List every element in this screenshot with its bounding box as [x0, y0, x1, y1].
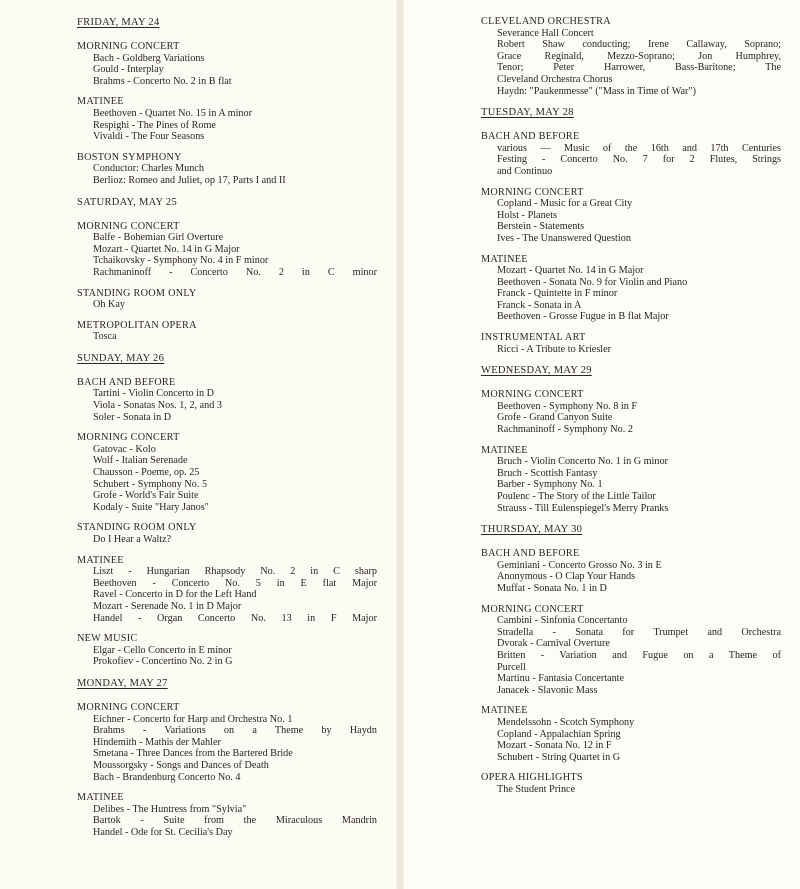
program-section: [77, 41, 377, 87]
program-section: [481, 445, 781, 515]
program-section: [77, 555, 377, 625]
program-section: [77, 96, 377, 142]
program-items: [77, 299, 377, 311]
program-section: [77, 152, 377, 187]
program-items: [77, 534, 377, 546]
program-items: [77, 804, 377, 839]
program-item: The Student Prince: [497, 783, 576, 795]
program-item: Moussorgsky - Songs and Dances of Death: [93, 759, 269, 771]
program-item: Smetana - Three Dances from the Bartered Bride: [93, 748, 293, 760]
program-item: Wolf - Italian Serenade: [93, 455, 188, 467]
program-item: Tosca: [93, 331, 117, 343]
program-items: [481, 784, 781, 796]
program-items: [481, 344, 781, 356]
program-item: Franck - Sonata in A: [497, 299, 582, 311]
program-section: [77, 792, 377, 838]
program-item: Poulenc - The Story of the Little Tailor: [497, 491, 656, 502]
program-item: Purcell: [497, 661, 526, 673]
section-title: NEW MUSIC: [77, 633, 138, 645]
program-items: [77, 232, 377, 278]
program-item: Vivaldi - The Four Seasons: [93, 131, 205, 143]
page-gutter: [396, 0, 404, 889]
program-item: Mozart - Quartet No. 14 in G Major: [497, 265, 644, 277]
program-item: Berstein - Statements: [497, 221, 585, 233]
program-item: Schubert - String Quartet in G: [497, 751, 621, 763]
program-item: Holst - Planets: [497, 209, 557, 221]
section-title: MATINEE: [77, 554, 124, 566]
program-item: Grofe - World's Fair Suite: [93, 490, 199, 502]
program-section: [481, 389, 781, 435]
program-items: [77, 444, 377, 514]
program-item: Geminiani - Concerto Grosso No. 3 in E: [497, 559, 662, 571]
program-item: Haydn: "Paukenmesse" ("Mass in Time of War"): [497, 85, 696, 97]
program-item: Rachmaninoff - Concerto No. 2 in C minor: [93, 266, 377, 278]
program-items: [481, 28, 781, 98]
program-items: [481, 143, 781, 178]
right-column: [481, 16, 781, 804]
program-section: [481, 705, 781, 763]
section-title: MORNING CONCERT: [481, 186, 584, 198]
program-items: [481, 717, 781, 763]
program-item: Elgar - Cello Concerto in E minor: [93, 644, 232, 656]
program-section: [481, 772, 781, 795]
program-items: [77, 108, 377, 143]
program-item: Grofe - Grand Canyon Suite: [497, 412, 613, 424]
program-items: [77, 53, 377, 88]
program-item: Mozart - Sonata No. 12 in F: [497, 740, 612, 752]
program-item: Cleveland Orchestra Chorus: [497, 73, 613, 85]
program-section: [77, 702, 377, 783]
program-item: Rachmaninoff - Symphony No. 2: [497, 424, 633, 436]
program-item: Severance Hall Concert: [497, 27, 594, 39]
program-item: Prokofiev - Concertino No. 2 in G: [93, 656, 233, 668]
program-section: [481, 548, 781, 594]
section-title: MORNING CONCERT: [77, 41, 180, 52]
program-item: Beethoven - Grosse Fugue in B flat Major: [497, 311, 669, 323]
program-item: Soler - Sonata in D: [93, 411, 172, 423]
program-items: [77, 645, 377, 668]
program-item: Schubert - Symphony No. 5: [93, 478, 208, 490]
section-title: MORNING CONCERT: [77, 701, 180, 713]
program-item: Tartini - Violin Concerto in D: [93, 388, 214, 400]
program-item: Hindemith - Mathis der Mahler: [93, 736, 221, 748]
day-heading-tuesday-may-28: TUESDAY, MAY 28: [481, 107, 574, 119]
program-item: Bruch - Scottish Fantasy: [497, 467, 598, 479]
program-items: [481, 401, 781, 436]
program-section: [481, 332, 781, 355]
program-item: Festing - Concerto No. 7 for 2 Flutes, Strings: [497, 154, 781, 166]
program-item: Respighi - The Pines of Rome: [93, 119, 216, 131]
section-title: BACH AND BEFORE: [481, 548, 580, 560]
program-item: Bruch - Violin Concerto No. 1 in G minor: [497, 456, 668, 468]
section-title: STANDING ROOM ONLY: [77, 287, 197, 299]
program-item: Brahms - Concerto No. 2 in B flat: [93, 75, 232, 87]
program-item: Copland - Appalachian Spring: [497, 728, 621, 740]
program-items: [481, 560, 781, 595]
program-item: Beethoven - Quartet No. 15 in A minor: [93, 107, 253, 119]
program-item: Mozart - Quartet No. 14 in G Major: [93, 243, 240, 255]
section-title: CLEVELAND ORCHESTRA: [481, 16, 611, 27]
program-item: Copland - Music for a Great City: [497, 198, 633, 210]
program-item: Brahms - Variations on a Theme by Haydn: [93, 725, 377, 737]
program-item: Grace Reginald, Mezzo-Soprano; Jon Humphrey,: [497, 50, 781, 62]
program-item: Eichner - Concerto for Harp and Orchestra No. 1: [93, 713, 293, 725]
program-item: Ives - The Unanswered Question: [497, 232, 631, 244]
program-item: and Continuo: [497, 165, 553, 177]
program-item: Handel - Organ Concerto No. 13 in F Major: [93, 612, 377, 624]
program-item: Cambini - Sinfonia Concertanto: [497, 615, 628, 627]
program-item: Handel - Ode for St. Cecilia's Day: [93, 826, 233, 838]
program-item: Martinu - Fantasia Concertante: [497, 673, 625, 685]
section-title: OPERA HIGHLIGHTS: [481, 772, 583, 784]
program-item: Balfe - Bohemian Girl Overture: [93, 232, 224, 244]
program-section: [481, 187, 781, 245]
program-item: Beethoven - Symphony No. 8 in F: [497, 400, 638, 412]
program-item: Liszt - Hungarian Rhapsody No. 2 in C sharp: [93, 566, 377, 578]
program-item: Mendelssohn - Scotch Symphony: [497, 716, 635, 728]
program-item: Chausson - Poeme, op. 25: [93, 467, 200, 479]
section-title: MATINEE: [481, 253, 528, 265]
program-item: Bach - Goldberg Variations: [93, 52, 205, 64]
section-title: BACH AND BEFORE: [77, 376, 176, 388]
program-section: [77, 377, 377, 423]
program-items: [481, 615, 781, 696]
program-item: Do I Hear a Waltz?: [93, 534, 172, 545]
program-item: Strauss - Till Eulenspiegel's Merry Pranks: [497, 502, 669, 514]
program-item: Beethoven - Sonata No. 9 for Violin and Piano: [497, 276, 688, 288]
program-item: Muffat - Sonata No. 1 in D: [497, 582, 607, 594]
program-section: [481, 604, 781, 697]
program-item: Kodaly - Suite "Hary Janos": [93, 501, 209, 513]
section-title: MATINEE: [481, 705, 528, 717]
program-section: [77, 432, 377, 513]
section-title: MATINEE: [77, 792, 124, 804]
program-item: Oh Kay: [93, 299, 125, 311]
program-section: [481, 254, 781, 324]
section-title: MORNING CONCERT: [481, 603, 584, 615]
section-title: MORNING CONCERT: [77, 220, 180, 232]
program-item: Franck - Quintette in F minor: [497, 288, 618, 300]
section-title: BACH AND BEFORE: [481, 131, 580, 143]
program-item: Tenor; Peter Harrower, Bass-Baritone; The: [497, 62, 781, 74]
program-item: various — Music of the 16th and 17th Centuries: [497, 142, 781, 154]
left-column: [77, 16, 377, 847]
program-section: [77, 522, 377, 545]
program-item: Beethoven - Concerto No. 5 in E flat Major: [93, 577, 377, 589]
section-title: MATINEE: [77, 96, 124, 108]
program-item: Tchaikovsky - Symphony No. 4 in F minor: [93, 255, 269, 267]
day-heading-wednesday-may-29: WEDNESDAY, MAY 29: [481, 365, 592, 377]
program-item: Anonymous - O Clap Your Hands: [497, 571, 636, 583]
program-item: Viola - Sonatas Nos. 1, 2, and 3: [93, 400, 222, 412]
program-item: Berlioz: Romeo and Juliet, op 17, Parts I and II: [93, 174, 286, 186]
day-heading-friday-may-24: FRIDAY, MAY 24: [77, 17, 160, 28]
program-item: Ricci - A Tribute to Kriesler: [497, 343, 612, 355]
program-section: [77, 288, 377, 311]
day-heading-monday-may-27: MONDAY, MAY 27: [77, 677, 168, 689]
program-section: [481, 16, 781, 97]
section-title: INSTRUMENTAL ART: [481, 332, 586, 344]
section-title: STANDING ROOM ONLY: [77, 522, 197, 534]
program-item: Conductor: Charles Munch: [93, 163, 204, 175]
program-item: Mozart - Serenade No. 1 in D Major: [93, 600, 242, 612]
section-title: MORNING CONCERT: [481, 389, 584, 401]
section-title: MATINEE: [481, 444, 528, 456]
program-item: Britten - Variation and Fugue on a Theme of: [497, 649, 781, 661]
program-items: [481, 265, 781, 323]
day-heading-thursday-may-30: THURSDAY, MAY 30: [481, 524, 583, 536]
section-title: MORNING CONCERT: [77, 432, 180, 444]
program-section: [77, 633, 377, 668]
program-item: Barber - Symphony No. 1: [497, 479, 603, 491]
program-items: [77, 714, 377, 784]
section-title: BOSTON SYMPHONY: [77, 151, 182, 163]
program-items: [77, 566, 377, 624]
program-items: [481, 456, 781, 514]
program-item: Bach - Brandenburg Concerto No. 4: [93, 771, 241, 783]
program-section: [77, 320, 377, 343]
program-items: [77, 388, 377, 423]
program-item: Ravel - Concerto in D for the Left Hand: [93, 589, 257, 601]
program-item: Gatovac - Kolo: [93, 443, 156, 455]
program-item: Dvorak - Carnival Overture: [497, 638, 610, 650]
section-title: METROPOLITAN OPERA: [77, 319, 197, 331]
program-items: [77, 163, 377, 186]
program-section: [481, 131, 781, 177]
program-item: Stradella - Sonata for Trumpet and Orchestra: [497, 626, 781, 638]
program-section: [77, 221, 377, 279]
program-items: [77, 331, 377, 343]
program-item: Janacek - Slavonic Mass: [497, 684, 598, 696]
day-heading-sunday-may-26: SUNDAY, MAY 26: [77, 352, 165, 364]
program-item: Bartok - Suite from the Miraculous Mandrin: [93, 815, 377, 827]
day-heading-saturday-may-25: SATURDAY, MAY 25: [77, 196, 178, 208]
program-item: Gould - Interplay: [93, 64, 164, 76]
program-items: [481, 198, 781, 244]
program-item: Robert Shaw conducting; Irene Callaway, Soprano;: [497, 39, 781, 51]
program-item: Delibes - The Huntress from "Sylvia": [93, 803, 247, 815]
